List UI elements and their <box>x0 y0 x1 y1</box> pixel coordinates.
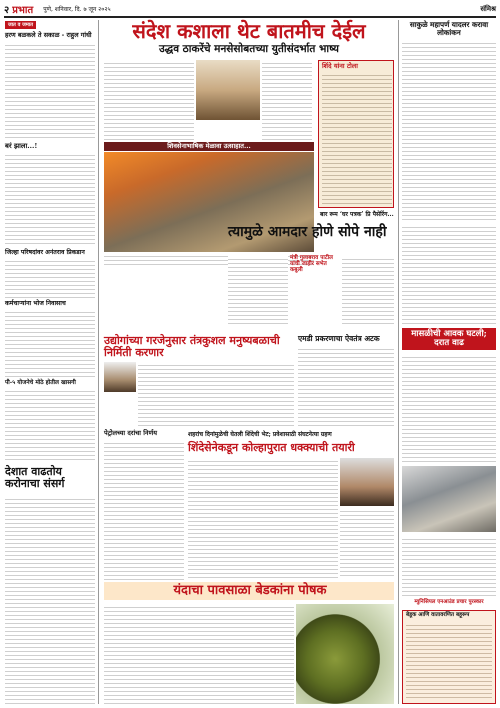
column-separator-2 <box>398 20 399 704</box>
story2-byline: मंत्री गुलाबराव पाटील यांची जाहीर सभेत कबुली <box>290 255 333 273</box>
fish-body <box>402 354 496 462</box>
left-kicker: जात व जमात <box>5 21 36 29</box>
frog-photo <box>296 604 394 704</box>
mid-headline-2: त्यामुळे आमदार होणे सोपे नाही <box>228 224 387 240</box>
left-body-4 <box>5 309 95 377</box>
left-headline-4: कर्मचाऱ्यांना भोज निवासाच <box>5 300 66 307</box>
paper-name: प्रभात <box>12 5 34 16</box>
lead-photo-caption: शिवसेनाभाषिक मेळावा उत्साहात... <box>104 142 314 151</box>
date-line: पुणे, शनिवार, दि. ७ जून २०२५ <box>43 6 111 13</box>
right-box-note: म्युनिसिपल एनआउंड प्रचार पुरस्कार <box>414 599 484 605</box>
lead-body-mid <box>262 60 312 140</box>
lead-sidebox-body <box>322 72 392 204</box>
left-headline-1: हरण बळकले ते सकाळ - राहुल गांधी <box>5 31 92 39</box>
left-body-6 <box>5 496 95 704</box>
mid-headline-8: यंदाचा पावसाळा बेडकांना पोषक <box>173 583 327 598</box>
shinde-body <box>188 458 338 578</box>
shinde-body-right <box>340 508 394 578</box>
right-infobox-title: बेडूक आणि वातावरणित बहूरूप <box>406 612 470 618</box>
mid-headline-4: एमडी प्रकरणाचा ऐवतंत्र अटक <box>298 334 380 343</box>
right-infobox-body <box>406 622 492 700</box>
lead-body-left <box>104 60 194 140</box>
mid-headline-9: पेट्रोलच्या दरांचा निर्णय <box>104 429 157 437</box>
left-headline-6: देशात वाढतोय करोनाचा संसर्ग <box>5 465 65 490</box>
story2-body <box>228 256 288 326</box>
lead-sidebox-title: शिंदे यांना टोला <box>322 62 358 70</box>
petrol-body <box>104 440 184 580</box>
story2-body-right <box>342 256 394 326</box>
left-body-1 <box>5 42 95 140</box>
left-headline-5: पी-५ योजनेचे मोठे होतील खासगी <box>5 380 76 386</box>
left-body-2 <box>5 152 95 244</box>
section-label: संमिश्र <box>480 4 496 13</box>
industry-portrait <box>104 362 136 392</box>
mid-headline-3: उद्योगांच्या गरजेनुसार तंत्रकुशल मनुष्यबळाची निर्मिती करणार <box>104 334 280 359</box>
mid-headline-6: शहरांच दिनांमुळेची घेतली शिंदेची भेट; प्रवेशासाठी संघटनेत्या ग्रहण <box>188 431 332 438</box>
left-body-3 <box>5 258 95 298</box>
shinde-portrait <box>340 458 394 506</box>
page-number: २ <box>4 5 10 16</box>
lead-headline: संदेश कशाला थेट बातमीच देईल <box>132 19 366 43</box>
column-separator-1 <box>98 20 99 704</box>
left-headline-3: जिल्हा परिषदांवर अनंतराव प्रिकडान <box>5 249 85 256</box>
industry-body <box>138 362 294 428</box>
mid-headline-5: मासळीची आवक घटली; दरात वाढ <box>411 329 487 348</box>
masthead-rule <box>4 16 496 18</box>
mid-headline-1: बार रूम ‘घर पत्रक’ प्रि पैसेरिंग... <box>320 211 394 218</box>
right-body-2 <box>402 224 496 324</box>
fish-photo <box>402 466 496 532</box>
frog-body <box>104 604 294 704</box>
right-headline-1: साकुळे महापर्ण यादलर करावा लोकांकन <box>409 20 489 37</box>
md-body <box>298 346 394 428</box>
mid-headline-7: शिंदेसेनेकडून कोल्हापुरात धक्क्याची तयारी <box>188 441 355 454</box>
left-headline-2: बरं झाला...! <box>5 142 38 150</box>
left-body-5 <box>5 388 95 460</box>
lead-subhead: उद्धव ठाकरेंचे मनसेसोबतच्या युतीसंदर्भात भाष्य <box>159 43 339 55</box>
right-body-3 <box>402 536 496 596</box>
right-body-1 <box>402 40 496 220</box>
masthead <box>4 2 496 16</box>
lead-portrait-photo <box>196 60 260 120</box>
